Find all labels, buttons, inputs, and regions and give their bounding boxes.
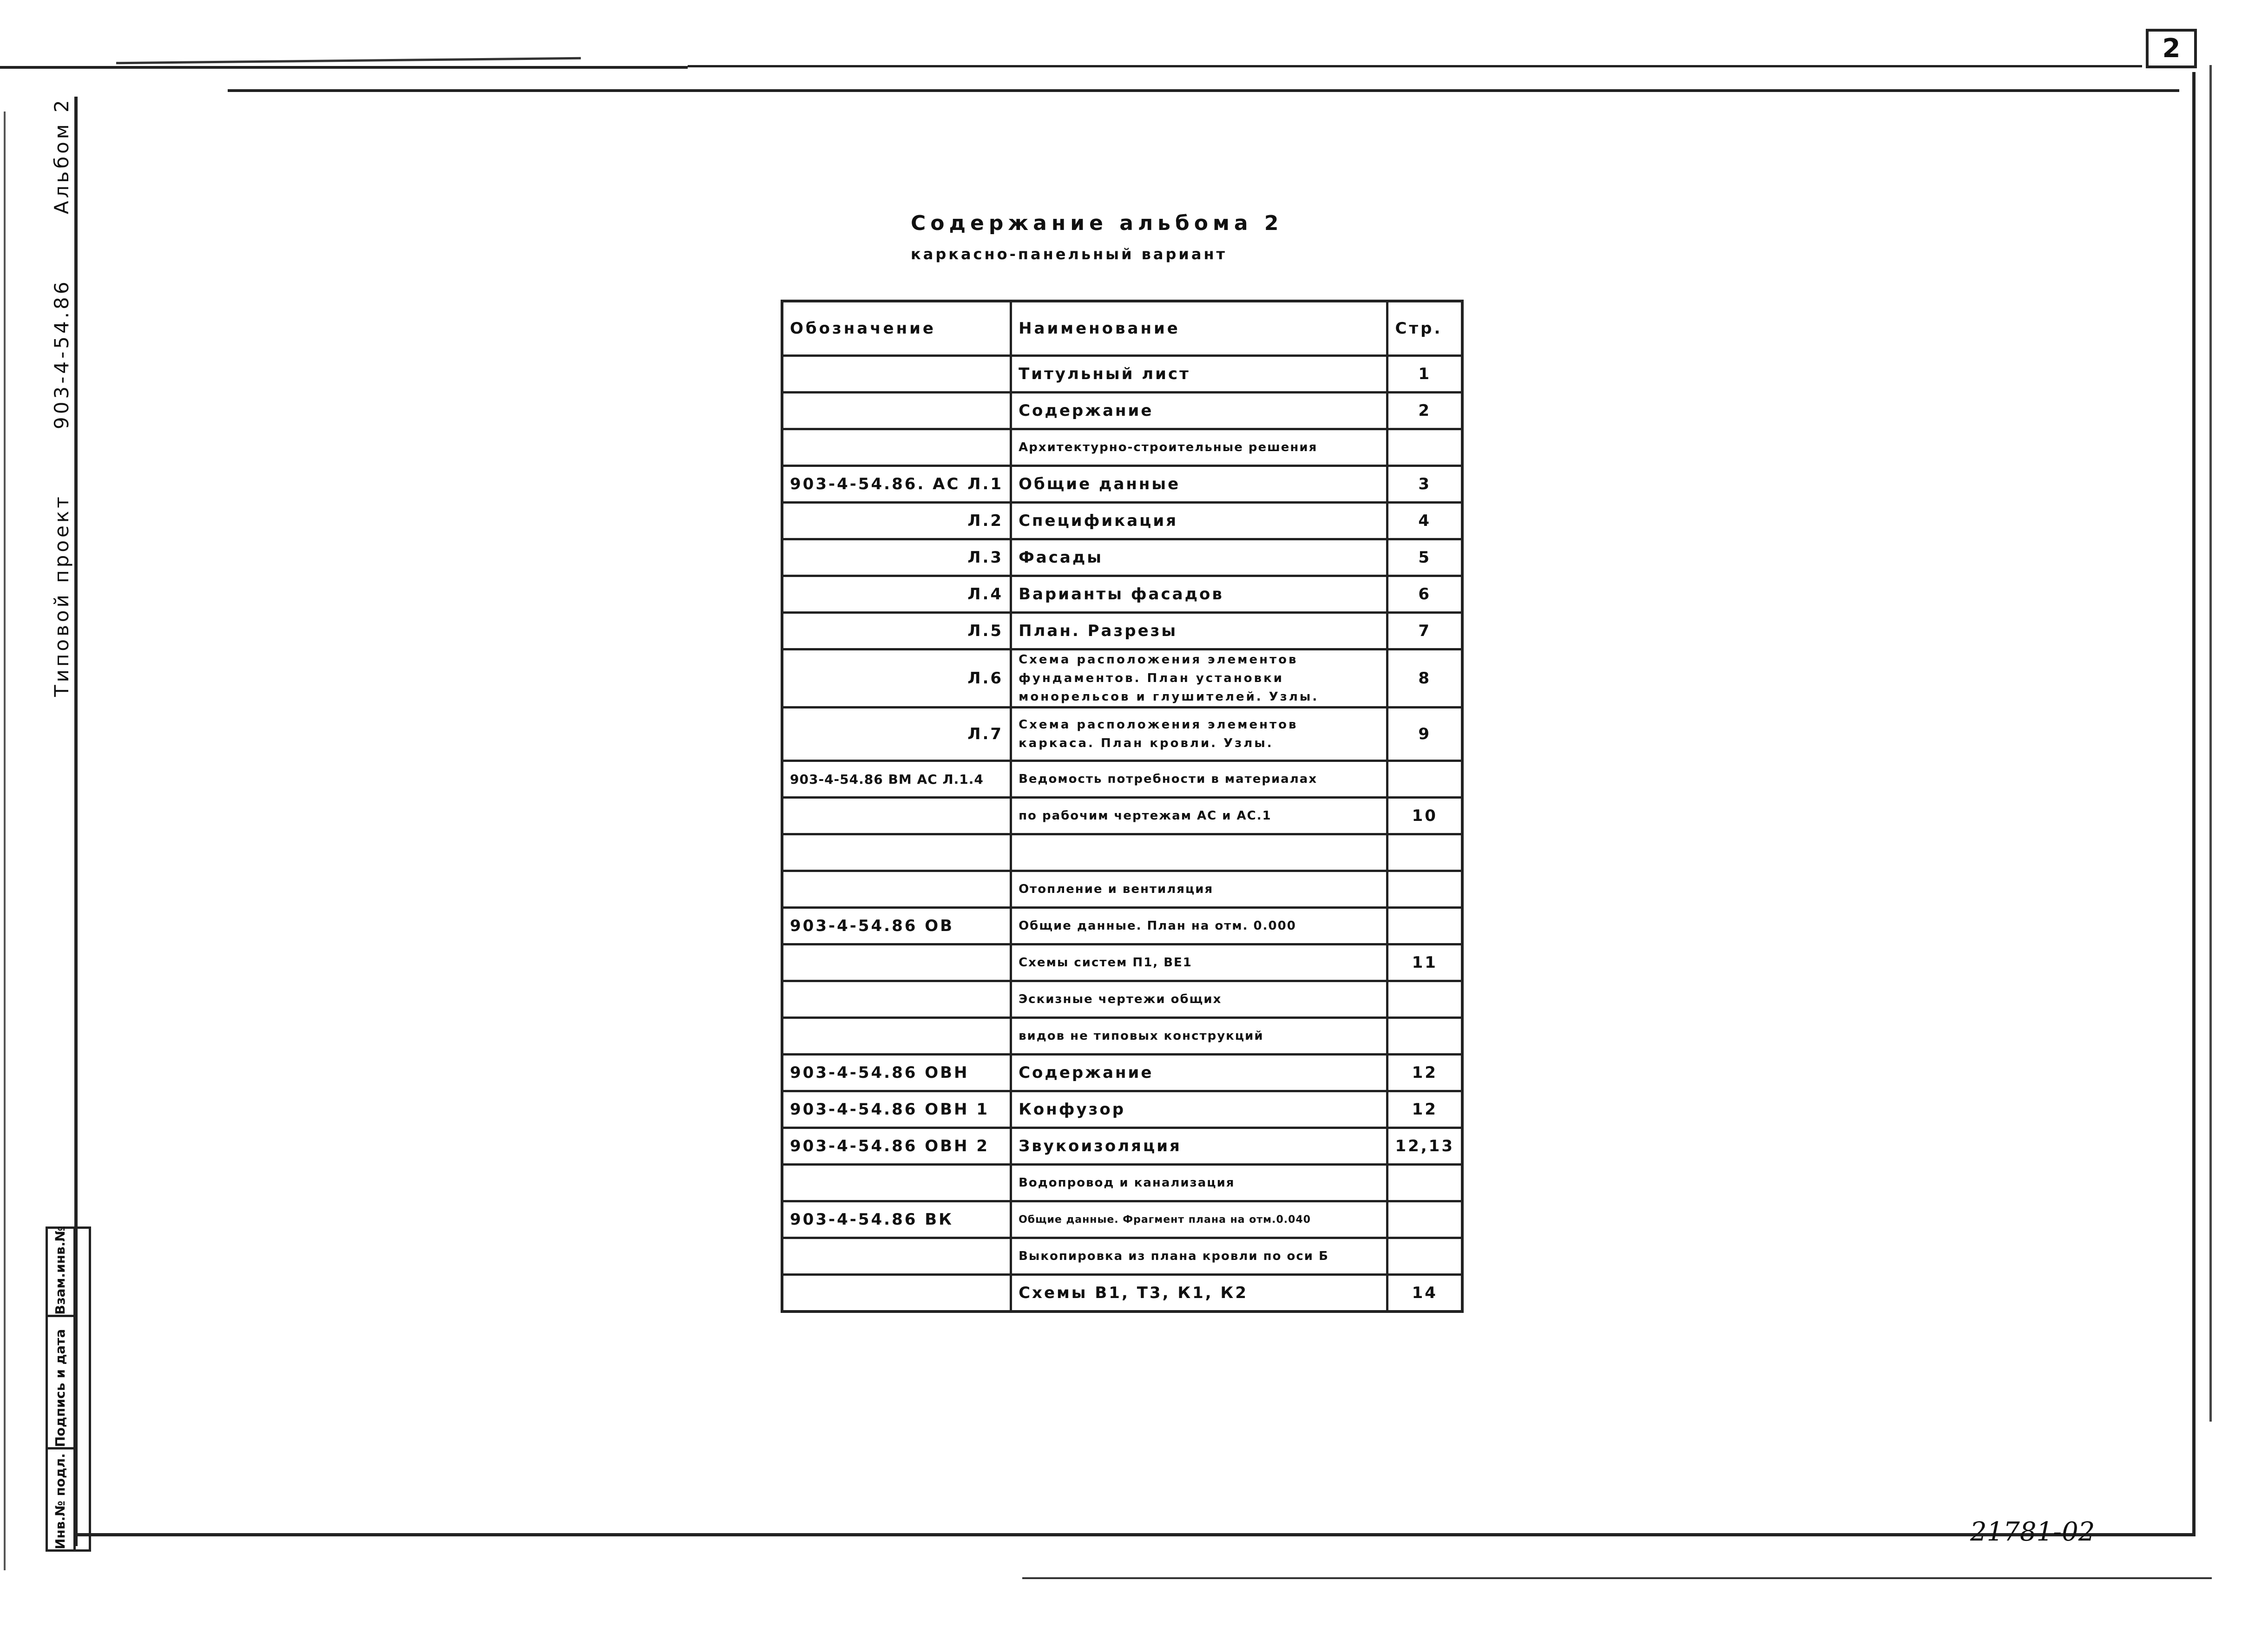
table-row [782, 1018, 1462, 1055]
album-label: Альбом 2 [50, 97, 73, 215]
row-page [1387, 834, 1462, 871]
page-title: Содержание альбома 2 [911, 211, 1283, 235]
row-name: Эскизные чертежи общих [1011, 981, 1387, 1018]
row-name: Фасады [1011, 539, 1387, 576]
table-row [782, 1275, 1462, 1312]
row-designation [782, 981, 1011, 1018]
row-name: Схемы систем П1, ВЕ1 [1011, 944, 1387, 981]
frame-right-border [2192, 72, 2196, 1535]
page-number: 2 [2146, 29, 2197, 68]
row-page [1387, 981, 1462, 1018]
row-designation [782, 1165, 1011, 1201]
row-designation: 903-4-54.86 ВМ АС Л.1.4 [782, 761, 1011, 798]
row-designation: 903-4-54.86 ВК [782, 1201, 1011, 1238]
row-name: Содержание [1011, 393, 1387, 429]
frame-right-line [2209, 65, 2212, 1422]
table-row [782, 1238, 1462, 1275]
row-name: Архитектурно-строительные решения [1011, 429, 1387, 466]
row-page [1387, 871, 1462, 908]
row-designation: 903-4-54.86 ОВН 2 [782, 1128, 1011, 1165]
table-row [782, 466, 1462, 503]
row-designation: 903-4-54.86 ОВН 1 [782, 1091, 1011, 1128]
row-designation [782, 834, 1011, 871]
row-page: 8 [1387, 649, 1462, 708]
row-designation [782, 356, 1011, 393]
row-designation [782, 1018, 1011, 1055]
row-name: Общие данные [1011, 466, 1387, 503]
stamp-inv-podl: Инв.№ подл. [53, 1453, 68, 1549]
row-page [1387, 1018, 1462, 1055]
row-page [1387, 908, 1462, 944]
table-row [782, 1091, 1462, 1128]
row-name: Конфузор [1011, 1091, 1387, 1128]
row-page [1387, 429, 1462, 466]
row-name: Общие данные. План на отм. 0.000 [1011, 908, 1387, 944]
bottom-line [1022, 1577, 2212, 1579]
table-row [782, 576, 1462, 613]
row-name: Варианты фасадов [1011, 576, 1387, 613]
row-page: 14 [1387, 1275, 1462, 1312]
row-name: Схема расположения элементов каркаса. План кровли. Узлы. [1011, 708, 1387, 761]
header-page: Стр. [1387, 301, 1462, 356]
row-page: 6 [1387, 576, 1462, 613]
table-row [782, 356, 1462, 393]
row-page [1387, 1238, 1462, 1275]
contents-table [781, 300, 1464, 1313]
table-row [782, 981, 1462, 1018]
row-designation [782, 1238, 1011, 1275]
row-page [1387, 1165, 1462, 1201]
table-row [782, 761, 1462, 798]
document-code: 21781-02 [1970, 1517, 2095, 1547]
row-name: Выкопировка из плана кровли по оси Б [1011, 1238, 1387, 1275]
row-page: 2 [1387, 393, 1462, 429]
row-page: 10 [1387, 798, 1462, 834]
table-row [782, 798, 1462, 834]
side-title [50, 41, 73, 697]
table-row [782, 871, 1462, 908]
row-designation [782, 393, 1011, 429]
stamp-block [46, 1226, 91, 1552]
row-name [1011, 834, 1387, 871]
table-row [782, 649, 1462, 708]
header-designation: Обозначение [782, 301, 1011, 356]
row-name: План. Разрезы [1011, 613, 1387, 649]
row-page: 5 [1387, 539, 1462, 576]
row-name: Отопление и вентиляция [1011, 871, 1387, 908]
table-row [782, 1165, 1462, 1201]
table-row [782, 944, 1462, 981]
row-designation: 903-4-54.86. АС Л.1 [782, 466, 1011, 503]
row-designation [782, 429, 1011, 466]
row-name: Спецификация [1011, 503, 1387, 539]
row-name: Схема расположения элементов фундаментов. План установки монорельсов и глушителей. Узлы. [1011, 649, 1387, 708]
table-row [782, 429, 1462, 466]
table-row [782, 503, 1462, 539]
table-row [782, 1128, 1462, 1165]
row-designation [782, 871, 1011, 908]
frame-bottom-border [74, 1533, 2196, 1536]
row-name: Общие данные. Фрагмент плана на отм.0.040 [1011, 1201, 1387, 1238]
row-name: Звукоизоляция [1011, 1128, 1387, 1165]
page-subtitle: каркасно-панельный вариант [911, 245, 1228, 263]
table-row [782, 1201, 1462, 1238]
row-designation: 903-4-54.86 ОВН [782, 1055, 1011, 1091]
row-name: по рабочим чертежам АС и АС.1 [1011, 798, 1387, 834]
row-name: Титульный лист [1011, 356, 1387, 393]
project-label: Типовой проект [50, 494, 73, 697]
stamp-vzam-inv: Взам.инв.№ [53, 1226, 68, 1315]
row-page [1387, 761, 1462, 798]
row-name: Схемы В1, Т3, К1, К2 [1011, 1275, 1387, 1312]
row-designation: Л.3 [782, 539, 1011, 576]
row-designation [782, 1275, 1011, 1312]
frame-top-border [228, 89, 2179, 92]
table-row [782, 393, 1462, 429]
row-page: 3 [1387, 466, 1462, 503]
row-page: 1 [1387, 356, 1462, 393]
table-row [782, 613, 1462, 649]
row-page: 12 [1387, 1055, 1462, 1091]
row-designation [782, 944, 1011, 981]
row-designation: Л.2 [782, 503, 1011, 539]
row-page [1387, 1201, 1462, 1238]
row-name: Содержание [1011, 1055, 1387, 1091]
row-name: Водопровод и канализация [1011, 1165, 1387, 1201]
project-code: 903-4-54.86 [50, 279, 73, 429]
table-row [782, 539, 1462, 576]
frame-top-line [0, 66, 688, 69]
frame-top-line [116, 57, 581, 64]
row-designation: 903-4-54.86 ОВ [782, 908, 1011, 944]
row-page: 11 [1387, 944, 1462, 981]
table-row [782, 708, 1462, 761]
row-page: 7 [1387, 613, 1462, 649]
table-header-row [782, 301, 1462, 356]
row-designation: Л.7 [782, 708, 1011, 761]
frame-top-line [688, 65, 2142, 67]
table-row [782, 908, 1462, 944]
row-designation [782, 798, 1011, 834]
row-page: 12 [1387, 1091, 1462, 1128]
margin-line [4, 111, 6, 1570]
row-designation: Л.4 [782, 576, 1011, 613]
table-row [782, 1055, 1462, 1091]
row-name: Ведомость потребности в материалах [1011, 761, 1387, 798]
row-designation: Л.5 [782, 613, 1011, 649]
row-page: 12,13 [1387, 1128, 1462, 1165]
table-row [782, 834, 1462, 871]
row-name: видов не типовых конструкций [1011, 1018, 1387, 1055]
stamp-sign-date: Подпись и дата [53, 1329, 68, 1447]
row-page: 4 [1387, 503, 1462, 539]
header-name: Наименование [1011, 301, 1387, 356]
row-page: 9 [1387, 708, 1462, 761]
row-designation: Л.6 [782, 649, 1011, 708]
